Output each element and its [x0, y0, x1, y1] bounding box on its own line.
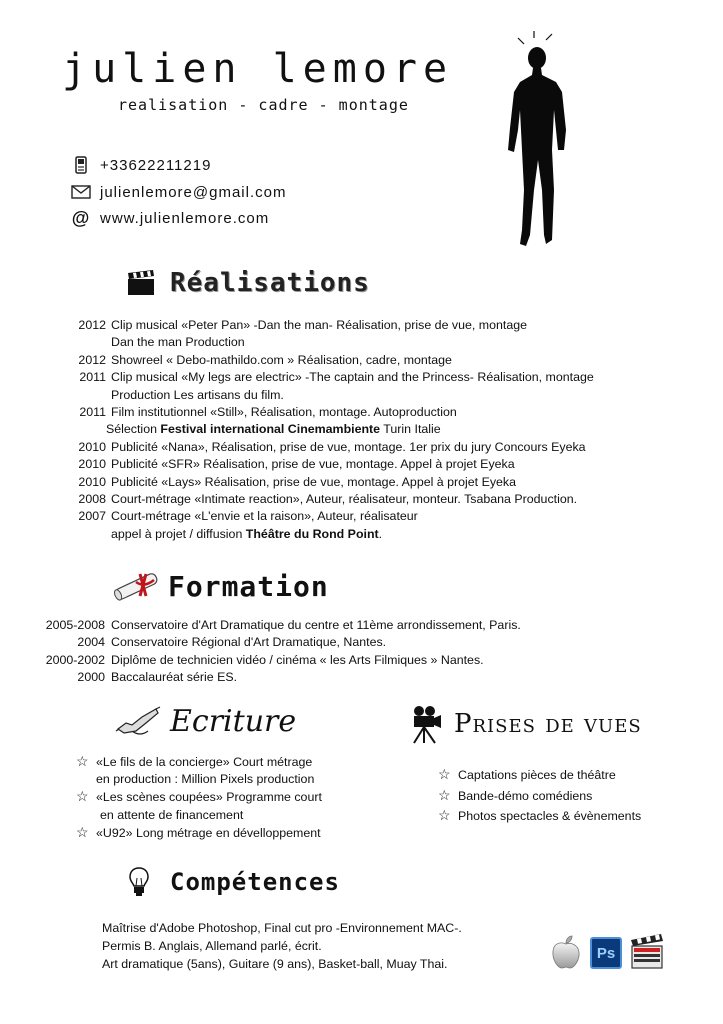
item-detail: en production : Million Pixels production: [96, 772, 315, 787]
item-year: 2012: [78, 318, 106, 332]
detail-suffix: Turin Italie: [380, 422, 441, 437]
competences-list: [102, 920, 462, 973]
item-text: Court-métrage «Intimate reaction», Auteur, réalisateur, monteur. Tsabana Production.: [111, 492, 578, 507]
ecriture-title: Ecriture: [170, 704, 297, 739]
item-text: Publicité «Lays» Réalisation, prise de vue, montage. Appel à projet Eyeka: [111, 474, 517, 489]
phone-number: +33622211219: [100, 156, 212, 174]
prises-de-vues-list: [438, 765, 641, 827]
list-item: [72, 404, 594, 421]
list-item: [37, 669, 521, 686]
item-text: Photos spectacles & évènements: [458, 809, 642, 823]
list-item: [37, 634, 521, 651]
star-icon: ☆: [76, 823, 89, 840]
item-year: 2011: [79, 405, 106, 420]
diploma-icon: [110, 566, 162, 606]
ecriture-list: [76, 753, 322, 842]
list-item: [72, 474, 594, 491]
detail-prefix: Sélection: [106, 422, 161, 437]
star-icon: ☆: [438, 786, 451, 803]
profession-subtitle: realisation - cadre - montage: [118, 96, 409, 114]
realisations-list: [72, 317, 594, 543]
list-item: [72, 352, 594, 369]
star-icon: ☆: [76, 788, 89, 805]
item-year: 2010: [78, 457, 106, 472]
ecriture-heading: [112, 704, 296, 739]
list-item: [438, 765, 641, 786]
star-icon: ☆: [438, 807, 451, 823]
item-detail: Production Les artisans du film.: [111, 387, 284, 402]
item-text: Bande-démo comédiens: [458, 788, 593, 803]
skill-line: Permis B. Anglais, Allemand parlé, écrit.: [102, 938, 322, 953]
list-item: [37, 652, 521, 669]
list-item: [72, 508, 594, 525]
item-text: «Le fils de la concierge» Court métrage: [96, 755, 313, 769]
item-year: 2000: [77, 670, 105, 685]
item-detail: en attente de financement: [100, 807, 244, 822]
item-text: Conservatoire Régional d'Art Dramatique, Nantes.: [111, 635, 387, 650]
list-item: [76, 788, 322, 806]
formation-list: [37, 617, 521, 687]
item-detail: Dan the man Production: [111, 335, 245, 350]
formation-heading: [110, 566, 329, 606]
list-item: [72, 317, 594, 334]
prises-de-vues-heading: [410, 704, 642, 744]
item-year: 2005-2008: [45, 618, 105, 632]
detail-suffix: .: [378, 526, 383, 541]
person-name: julien lemore: [62, 46, 454, 92]
contact-email: [70, 183, 286, 201]
item-year: 2008: [78, 492, 106, 507]
apple-icon: [550, 934, 582, 975]
formation-title: Formation: [168, 569, 329, 603]
skill-line: Art dramatique (5ans), Guitare (9 ans), Basket-ball, Muay Thai.: [102, 956, 448, 971]
item-text: Publicité «Nana», Réalisation, prise de vue, montage. 1er prix du jury Concours Eyeka: [111, 439, 586, 454]
list-item: [72, 456, 594, 473]
item-text: Captations pièces de théâtre: [458, 768, 616, 782]
film-camera-icon: [410, 704, 444, 744]
item-text: Conservatoire d'Art Dramatique du centre et 11ème arrondissement, Paris.: [111, 618, 521, 632]
item-text: Publicité «SFR» Réalisation, prise de vue, montage. Appel à projet Eyeka: [111, 457, 515, 472]
photoshop-icon: [590, 937, 622, 969]
contact-phone: [70, 156, 211, 174]
final-cut-icon: [628, 932, 666, 977]
lightbulb-icon: [128, 866, 150, 898]
festival-name: Festival international Cinemambiente: [160, 422, 381, 437]
skill-line: Maîtrise d'Adobe Photoshop, Final cut pro -Environnement MAC-.: [102, 921, 462, 935]
star-icon: ☆: [438, 766, 451, 782]
item-year: 2007: [78, 509, 106, 524]
item-text: Clip musical «My legs are electric» -The captain and the Princess- Réalisation, montage: [111, 370, 594, 385]
item-text: Diplôme de technicien vidéo / cinéma « les Arts Filmiques » Nantes.: [111, 652, 484, 667]
detail-prefix: appel à projet / diffusion: [111, 526, 246, 541]
list-item: [438, 806, 641, 827]
list-item: [72, 491, 594, 508]
item-text: Showreel « Debo-mathildo.com » Réalisation, cadre, montage: [111, 352, 452, 367]
pen-writing-icon: [112, 705, 162, 739]
item-text: «U92» Long métrage en dévelloppement: [96, 825, 321, 840]
item-text: Clip musical «Peter Pan» -Dan the man- Réalisation, prise de vue, montage: [111, 318, 527, 332]
item-text: Court-métrage «L'envie et la raison», Auteur, réalisateur: [111, 509, 418, 524]
list-item: [72, 439, 594, 456]
prises-de-vues-title: Prises de vues: [454, 709, 642, 739]
list-item: [438, 786, 641, 807]
star-icon: ☆: [76, 753, 89, 769]
item-text: Film institutionnel «Still», Réalisation, montage. Autoproduction: [111, 405, 457, 420]
list-item: [72, 369, 594, 386]
theatre-name: Théâtre du Rond Point: [245, 526, 379, 541]
at-icon: @: [71, 207, 91, 228]
realisations-heading: [126, 268, 370, 298]
clapperboard-icon: [126, 269, 156, 297]
list-item: [76, 753, 322, 771]
contact-website: [70, 209, 269, 227]
person-silhouette: [500, 30, 580, 250]
item-detail: [72, 526, 594, 543]
item-year: 2000-2002: [45, 652, 105, 667]
competences-title: Compétences: [170, 868, 340, 896]
envelope-icon: [70, 183, 92, 201]
email-address: julienlemore@gmail.com: [100, 183, 287, 201]
list-item: [37, 617, 521, 634]
item-year: 2010: [78, 439, 106, 454]
item-text: Baccalauréat série ES.: [111, 670, 238, 685]
item-year: 2012: [78, 352, 106, 367]
item-year: 2011: [79, 370, 106, 385]
competences-heading: [128, 866, 340, 898]
item-text: «Les scènes coupées» Programme court: [96, 790, 322, 805]
realisations-title: Réalisations: [170, 268, 370, 298]
website-url: www.julienlemore.com: [100, 209, 270, 227]
phone-icon: [70, 156, 92, 174]
list-item: [76, 824, 322, 842]
item-year: 2010: [78, 474, 106, 489]
item-year: 2004: [77, 635, 105, 650]
photoshop-label: Ps: [596, 944, 616, 962]
item-detail: [72, 421, 594, 438]
